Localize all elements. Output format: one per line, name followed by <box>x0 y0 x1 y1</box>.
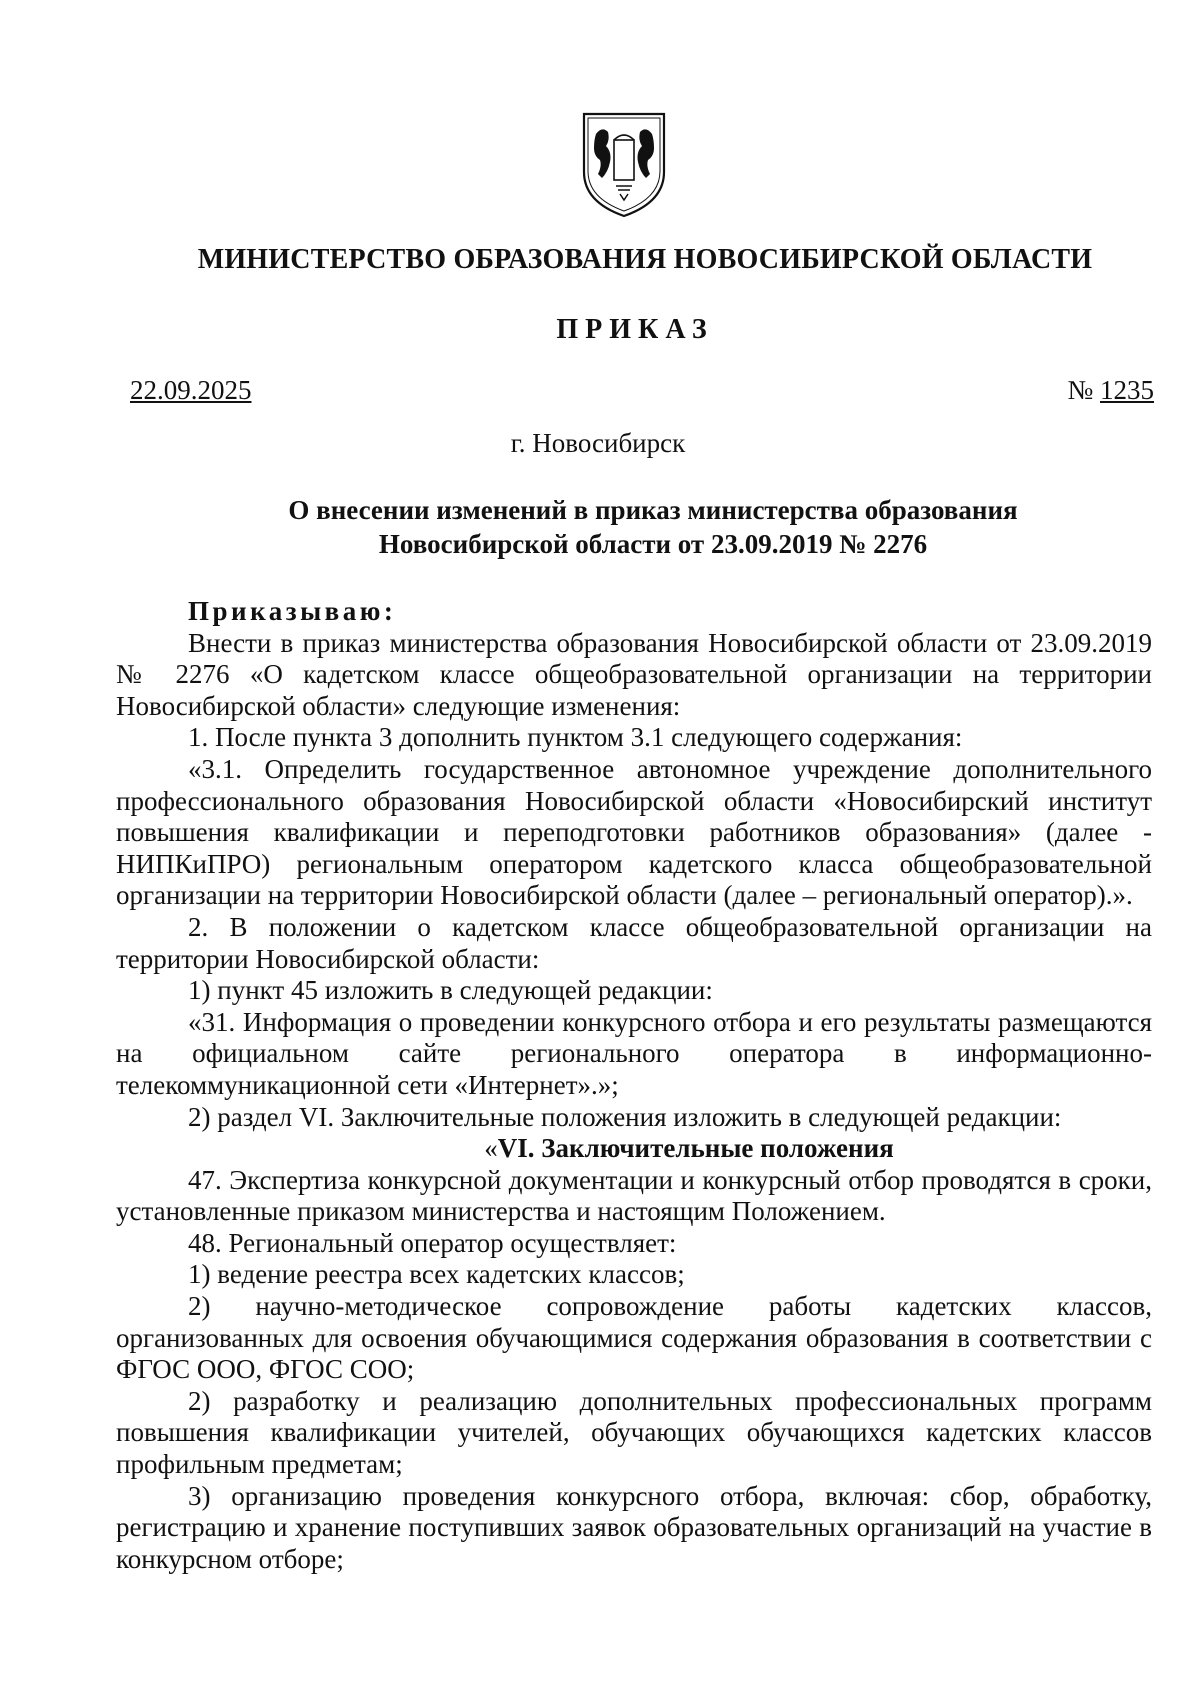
order-body <box>116 596 1152 1575</box>
paragraph-item-1: 1. После пункта 3 дополнить пунктом 3.1 следующего содержания: <box>188 722 963 753</box>
number-value: 1235 <box>1100 375 1154 405</box>
paragraph-item-2: 2. В положении о кадетском классе общеобразовательной организации на территории Новосибирской области: <box>116 911 1152 974</box>
paragraph-item-2-1: 1) пункт 45 изложить в следующей редакции: <box>188 975 713 1006</box>
subject-line-1: О внесении изменений в приказ министерства образования <box>288 495 1018 525</box>
paragraph-item-2-1-text: «31. Информация о проведении конкурсного отбора и его результаты размещаются на официальном сайте регионального оператора в информационно-телекоммуникационной сети «Интернет».»; <box>116 1006 1152 1100</box>
coat-of-arms-icon <box>578 110 670 220</box>
paragraph-48-2: 2) научно-методическое сопровождение работы кадетских классов, организованных для освоения обучающимися содержания образования в соответствии с ФГОС ООО, ФГОС СОО; <box>116 1291 1152 1385</box>
ministry-name: МИНИСТЕРСТВО ОБРАЗОВАНИЯ НОВОСИБИРСКОЙ ОБЛАСТИ <box>197 244 1093 275</box>
order-subject <box>0 493 1200 561</box>
paragraph-48: 48. Региональный оператор осуществляет: <box>188 1227 677 1258</box>
subject-line-2: Новосибирской области от 23.09.2019 № 2276 <box>378 529 928 559</box>
paragraph-48-3: 3) организацию проведения конкурсного отбора, включая: сбор, обработку, регистрацию и хранение поступивших заявок образовательных организаций на участие в конкурсном отборе; <box>116 1480 1152 1574</box>
decree-heading: Приказываю: <box>188 596 397 626</box>
section-quote: « <box>484 1133 498 1164</box>
number-sign: № <box>1067 375 1094 405</box>
paragraph-item-2-2: 2) раздел VI. Заключительные положения изложить в следующей редакции: <box>188 1101 1062 1132</box>
paragraph-48-1: 1) ведение реестра всех кадетских классов; <box>188 1259 685 1290</box>
document-type: ПРИКАЗ <box>556 314 714 345</box>
paragraph-48-2b: 2) разработку и реализацию дополнительных профессиональных программ повышения квалификации учителей, обучающих обучающихся кадетских классов профильным предметам; <box>116 1385 1152 1480</box>
paragraph-item-1-text: «3.1. Определить государственное автономное учреждение дополнительного профессионального образования Новосибирской области «Новосибирский институт повышения квалификации и переподготовки работников образования» (далее - НИПКиПРО) региональным оператором кадетского класса общеобразовательной организации на территории Новосибирской области (далее – региональный оператор).». <box>116 753 1152 911</box>
section-heading <box>116 1133 1152 1165</box>
order-number <box>1067 375 1154 406</box>
section-title: VI. Заключительные положения <box>497 1133 894 1164</box>
city: г. Новосибирск <box>510 428 686 458</box>
paragraph-47: 47. Экспертиза конкурсной документации и конкурсный отбор проводятся в сроки, установленные приказом министерства и настоящим Положением. <box>116 1164 1152 1227</box>
paragraph-intro: Внести в приказ министерства образования Новосибирской области от 23.09.2019 № 2276 «О кадетском классе общеобразовательной организации на территории Новосибирской области» следующие изменения: <box>116 627 1152 721</box>
order-date: 22.09.2025 <box>130 375 252 405</box>
